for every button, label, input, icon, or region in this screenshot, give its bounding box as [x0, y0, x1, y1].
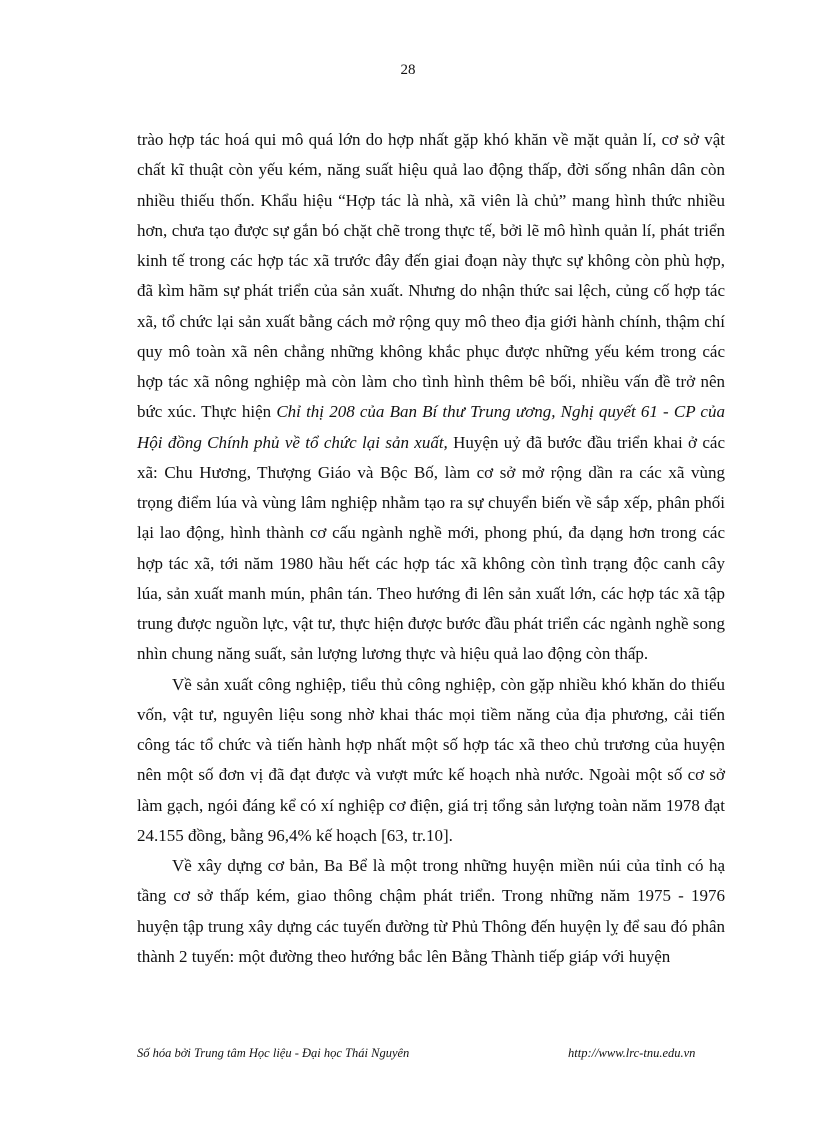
footer-url[interactable]: http://www.lrc-tnu.edu.vn	[568, 1046, 696, 1060]
paragraph-2	[137, 670, 725, 852]
paragraph-1-text-b: Huyện uỷ đã bước đầu triển khai ở các xã: Chu Hương, Thượng Giáo và Bộc Bố, làm cơ sở mở rộng dần ra các xã vùng trọng điểm lúa và vùng lâm nghiệp nhằm tạo ra sự chuyển biến về sắp xếp, phân phối lại lao động, hình thành cơ cấu ngành nghề mới, phong phú, đa dạng hơn trong các hợp tác xã, tới năm 1980 hầu hết các hợp tác xã không còn tình trạng độc canh cây lúa, sản xuất manh mún, phân tán. Theo hướng đi lên sản xuất lớn, các hợp tác xã tập trung được nguồn lực, vật tư, thực hiện được bước đầu phát triển các ngành nghề song nhìn chung năng suất, sản lượng lương thực và hiệu quả lao động còn thấp.	[137, 432, 725, 664]
paragraph-3	[137, 851, 725, 972]
paragraph-1	[137, 125, 725, 670]
paragraph-3-text: Về xây dựng cơ bản, Ba Bể là một trong những huyện miền núi của tỉnh có hạ tầng cơ sở thấp kém, giao thông chậm phát triển. Trong những năm 1975 - 1976 huyện tập trung xây dựng các tuyến đường từ Phủ Thông đến huyện lỵ để sau đó phân thành 2 tuyến: một đường theo hướng bắc lên Bằng Thành tiếp giáp với huyện	[137, 856, 725, 966]
footer-source: Số hóa bởi Trung tâm Học liệu - Đại học Thái Nguyên	[137, 1046, 410, 1060]
paragraph-1-italic-citation: Chỉ thị 208 của Ban Bí thư Trung ương, Nghị quyết 61 - CP của Hội đồng Chính phủ về tổ chức lại sản xuất,	[137, 402, 725, 452]
paragraph-2-text: Về sản xuất công nghiệp, tiểu thủ công nghiệp, còn gặp nhiều khó khăn do thiếu vốn, vật tư, nguyên liệu song nhờ khai thác mọi tiềm năng của địa phương, cải tiến công tác tổ chức và tiến hành hợp nhất một số hợp tác xã theo chủ trương của huyện nên một số đơn vị đã đạt được và vượt mức kế hoạch nhà nước. Ngoài một số cơ sở làm gạch, ngói đáng kể có xí nghiệp cơ điện, giá trị tổng sản lượng toàn năm 1978 đạt 24.155 đồng, bằng 96,4% kế hoạch [63, tr.10].	[137, 674, 725, 845]
paragraph-1-text-a: trào hợp tác hoá qui mô quá lớn do hợp nhất gặp khó khăn về mặt quản lí, cơ sở vật chất kĩ thuật còn yếu kém, năng suất hiệu quả lao động thấp, đời sống nhân dân còn nhiều thiếu thốn. Khẩu hiệu “Hợp tác là nhà, xã viên là chủ” mang hình thức nhiều hơn, chưa tạo được sự gắn bó chặt chẽ trong thực tế, bởi lẽ mô hình quản lí, phát triển kinh tế trong các hợp tác xã trước đây đến giai đoạn này thực sự không còn phù hợp, đã kìm hãm sự phát triển của sản xuất. Nhưng do nhận thức sai lệch, củng cố hợp tác xã, tổ chức lại sản xuất bằng cách mở rộng quy mô theo địa giới hành chính, thậm chí quy mô toàn xã nên chẳng những không khắc phục được những yếu kém trong các hợp tác xã nông nghiệp mà còn làm cho tình hình thêm bê bối, nhiều vấn đề trở nên bức xúc. Thực hiện	[137, 130, 725, 422]
body-text	[137, 125, 725, 972]
page-number: 28	[400, 62, 416, 78]
